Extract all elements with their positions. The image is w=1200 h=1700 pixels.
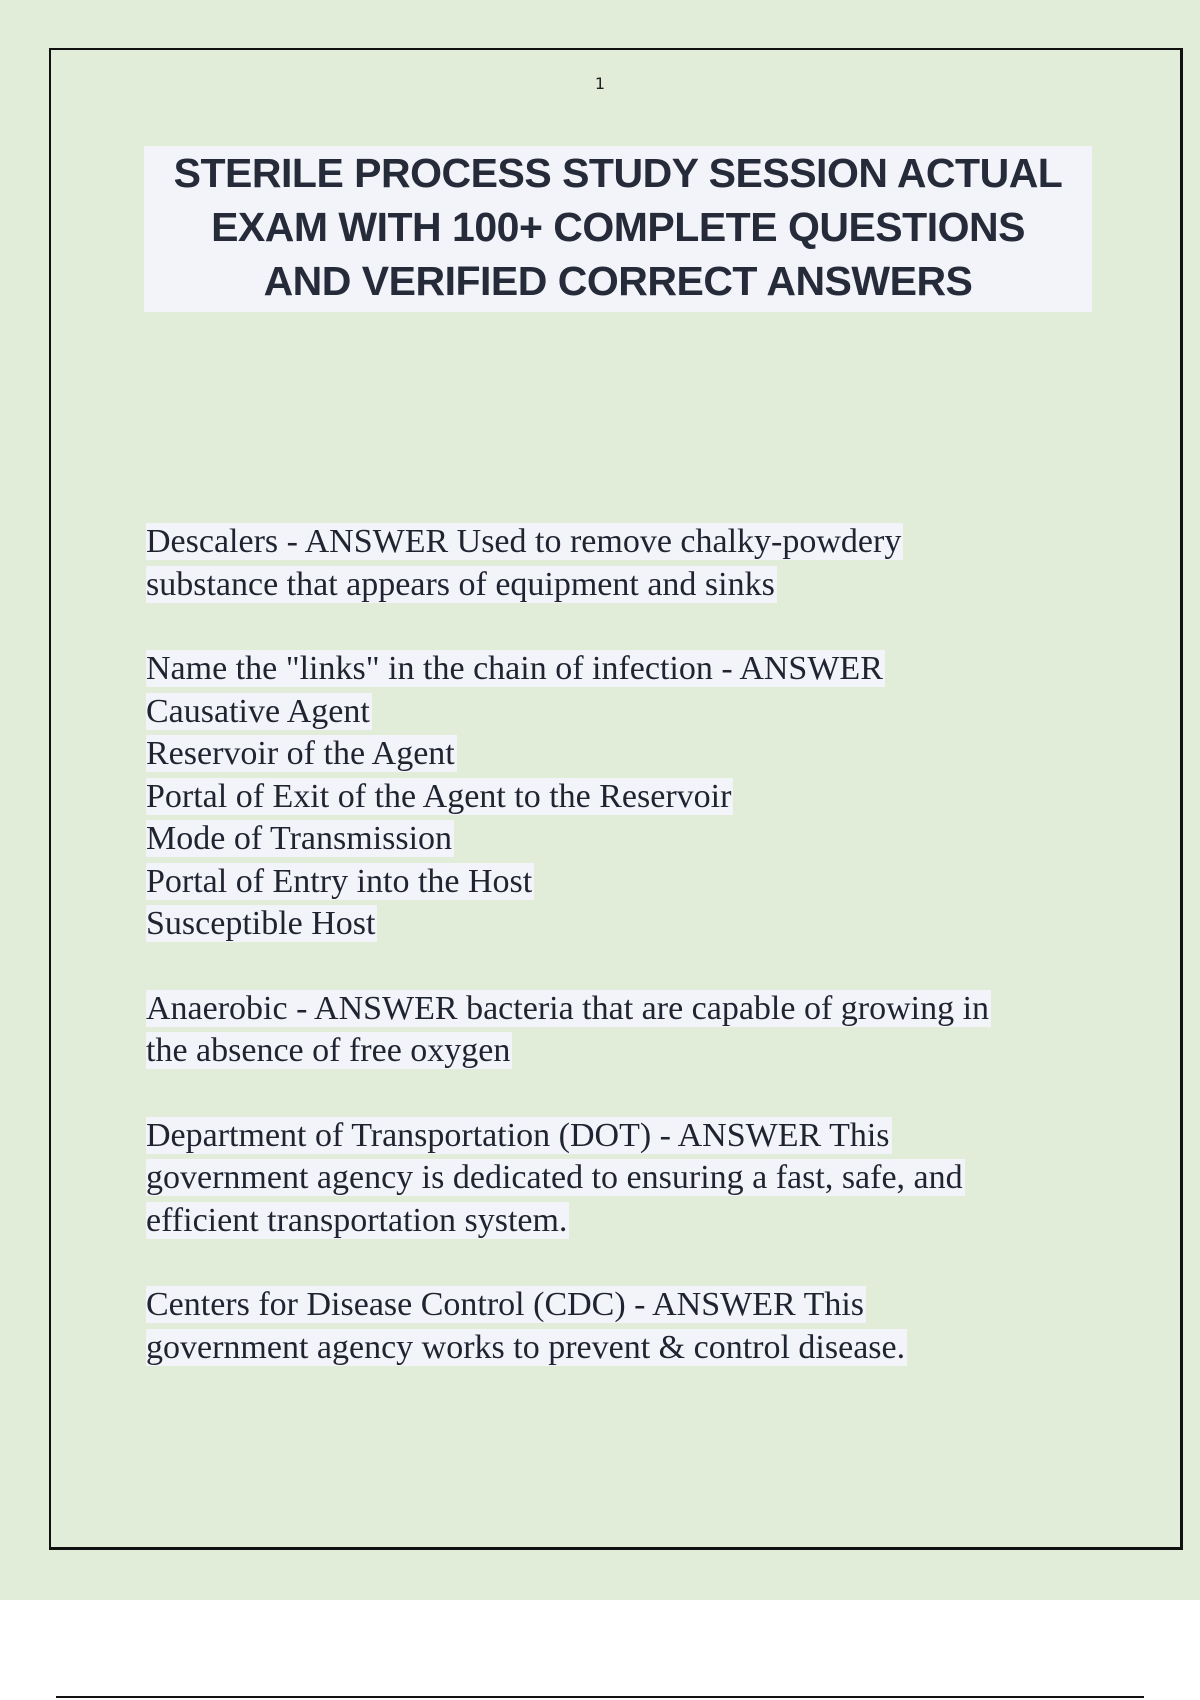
qa-line: the absence of free oxygen: [146, 1032, 511, 1069]
qa-line: Mode of Transmission: [146, 820, 453, 857]
qa-line: Descalers - ANSWER Used to remove chalky-powdery: [146, 523, 902, 560]
qa-item-cdc: [146, 1284, 1106, 1369]
document-title: [144, 146, 1092, 312]
qa-list: [146, 521, 1106, 1411]
qa-line: Department of Transportation (DOT) - ANSWER This: [146, 1116, 890, 1154]
qa-line: government agency is dedicated to ensuring a fast, safe, and: [146, 1159, 963, 1196]
qa-line: Reservoir of the Agent: [146, 735, 455, 772]
qa-line: Anaerobic - ANSWER bacteria that are capable of growing in: [146, 989, 990, 1027]
title-line-2: EXAM WITH 100+ COMPLETE QUESTIONS: [211, 204, 1025, 250]
title-line-1: STERILE PROCESS STUDY SESSION ACTUAL: [173, 150, 1063, 196]
footer-divider: [56, 1696, 1144, 1698]
qa-line: Causative Agent: [146, 692, 370, 730]
qa-line: government agency works to prevent & control disease.: [146, 1328, 906, 1366]
qa-line: Portal of Entry into the Host: [146, 862, 533, 900]
qa-item-chain-of-infection: [146, 648, 1106, 946]
page-number: 1: [594, 74, 606, 93]
qa-line: substance that appears of equipment and sinks: [146, 565, 775, 603]
title-line-3: AND VERIFIED CORRECT ANSWERS: [263, 258, 973, 304]
qa-line: Name the "links" in the chain of infection - ANSWER: [146, 650, 883, 687]
qa-line: Susceptible Host: [146, 905, 376, 942]
qa-item-anaerobic: [146, 988, 1106, 1073]
qa-item-descalers: [146, 521, 1106, 606]
qa-line: Centers for Disease Control (CDC) - ANSWER This: [146, 1286, 865, 1323]
qa-line: Portal of Exit of the Agent to the Reservoir: [146, 777, 732, 815]
qa-item-dot: [146, 1115, 1106, 1243]
qa-line: efficient transportation system.: [146, 1201, 568, 1239]
